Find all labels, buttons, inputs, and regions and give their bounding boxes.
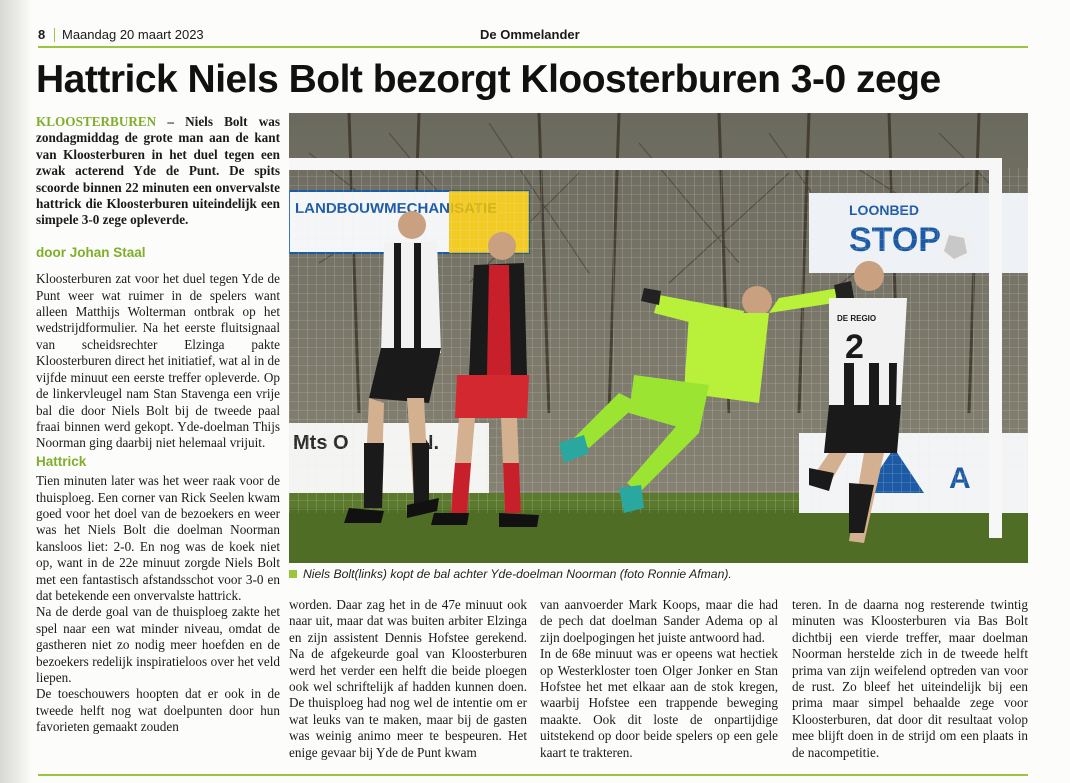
match-photo	[289, 113, 1028, 563]
football	[941, 231, 973, 263]
caption-bullet	[289, 570, 297, 578]
body-column-3-text-b: In de 68e minuut was er opeens wat hectiek op Westerkloster toen Olger Jonker en Stan Hofstee het met elkaar aan de stok kregen, waarbij Hofstee een trappende beweging maakte. Ook dit loste de onpartijdige uitstekend op door beide spelers op een gele kaart te trakteren.	[540, 646, 778, 760]
page-gutter-shadow	[0, 0, 32, 783]
shirt-number: 2	[845, 328, 864, 366]
article-column-2	[289, 597, 527, 761]
byline: door Johan Staal	[36, 244, 146, 260]
newspaper-name: De Ommelander	[480, 27, 580, 42]
article-column-1	[36, 114, 280, 736]
issue-date: Maandag 20 maart 2023	[62, 27, 204, 42]
article-headline: Hattrick Niels Bolt bezorgt Kloosterburen 3-0 zege	[36, 58, 941, 101]
article-lead	[36, 114, 280, 229]
header-rule	[38, 46, 1028, 48]
photo-caption	[289, 567, 1028, 581]
body-paragraph-1: Kloosterburen zat voor het duel tegen Yde de Punt weer wat ruimer in de spelers want alleen Matthijs Wolterman ontbrak op het wedstrijdformulier. Na het eerste fluitsignaal van scheidsrechter Elzinga pakte Kloosterburen direct het initiatief, wat al in de vijfde minuut een eerste treffer opleverde. Op de linkervleugel nam Stan Stavenga een vrije bal die door Niels Bolt bij de tweede paal fraai binnen werd gekopt. Yde-doelman Thijs Noorman ging daarbij niet helemaal vrijuit.	[36, 271, 280, 451]
header-separator	[54, 28, 55, 42]
shirt-sponsor: DE REGIO	[837, 314, 877, 323]
footer-rule	[38, 774, 1028, 776]
article-column-3	[540, 597, 778, 761]
body-column-2-text: worden. Daar zag het in de 47e minuut ook naar uit, maar dat was buiten arbiter Elzinga en zijn assistent Dennis Hofstee gerekend. Na de afgekeurde goal van Kloosterburen werd het verder een helft die beide ploegen ook wel schriftelijk af hadden kunnen doen. De thuisploeg had nog wel de intentie om er wat leuks van te maken, maar bij de gasten was weinig animo meer te bespeuren. Het enige gevaar bij Yde de Punt kwam	[289, 597, 527, 760]
page-number: 8	[38, 27, 46, 42]
body-column-4-text: teren. In de daarna nog resterende twintig minuten was Kloosterburen via Bas Bolt dichtbij een vierde treffer, maar doelman Noorman herstelde zich in de tweede helft prima van zijn weifelend optreden van voor de rust. Zo bleef het uiteindelijk bij een prima maar simpel behaalde zege voor Kloosterburen, dat door dit resultaat volop mee blijft doen in de strijd om een plaats in de nacompetitie.	[792, 597, 1028, 760]
subheading-hattrick: Hattrick	[36, 453, 87, 469]
page-header	[38, 27, 1028, 47]
dateline: KLOOSTERBUREN	[36, 114, 157, 129]
body-paragraph-4: De toeschouwers hoopten dat er ook in de tweede helft nog wat doelpunten door hun favorieten gemaakt zouden	[36, 686, 280, 735]
article-column-4	[792, 597, 1028, 761]
body-paragraph-3: Na de derde goal van de thuisploeg zakte het spel naar een wat minder niveau, omdat de gastheren niet zo nodig meer hoefden en de bezoekers redelijk inspiratieloos over het veld liepen.	[36, 604, 280, 685]
body-column-3-text-a: van aanvoerder Mark Koops, maar die had de pech dat doelman Sander Adema op al zijn doelpogingen het juiste antwoord had.	[540, 597, 778, 645]
body-paragraph-2: Tien minuten later was het weer raak voor de thuisploeg. Een corner van Rick Seelen kwam goed voor het doel van de bezoekers en weer was het Niels Bolt die doelman Noorman kansloos liet: 2-0. En nog was de koek niet op, want in de 22e minuut zorgde Niels Bolt met een fantastisch afstandsschot voor 3-0 en dat betekende een onvervalste hattrick.	[36, 473, 280, 603]
caption-text: Niels Bolt(links) kopt de bal achter Yde-doelman Noorman (foto Ronnie Afman).	[303, 567, 732, 581]
lead-text: – Niels Bolt was zondagmiddag de grote man aan de kant van Kloosterburen in het duel tegen een zwak acterend Yde de Punt. De spits scoorde binnen 22 minuten een onvervalste hattrick die Kloosterburen uiteindelijk een simpele 3-0 zege opleverde.	[36, 114, 280, 228]
